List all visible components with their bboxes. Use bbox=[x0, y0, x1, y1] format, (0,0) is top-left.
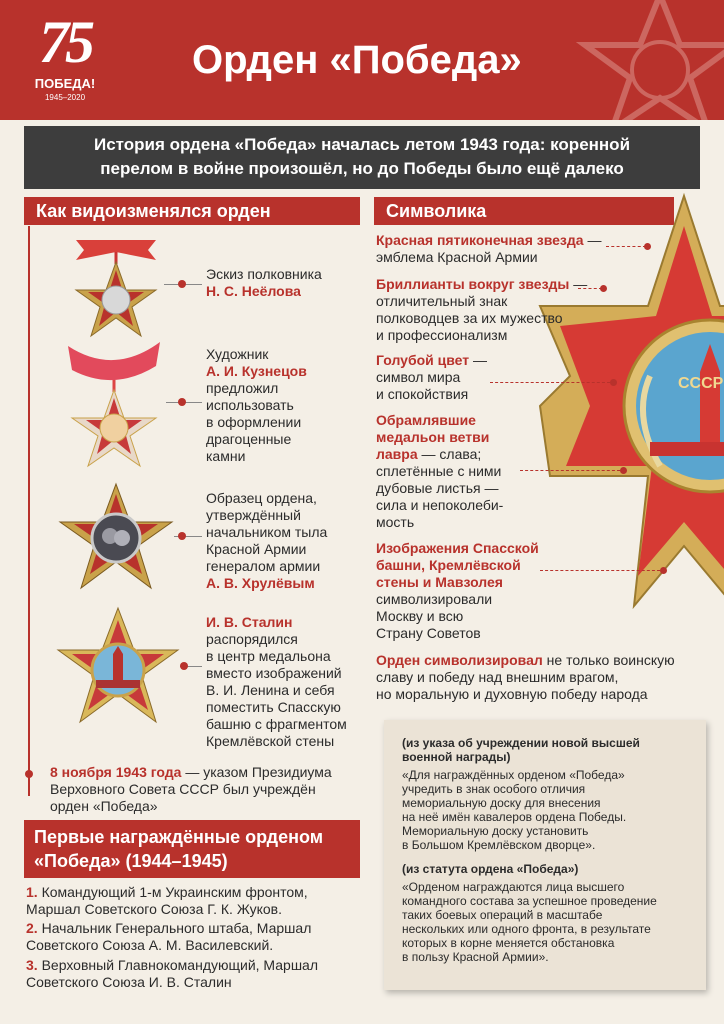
history-item-3-line: генералом армии bbox=[206, 558, 321, 574]
conclusion-line: славу и победу над внешним врагом, bbox=[376, 669, 619, 685]
decree-date-line: Верховного Совета СССР был учреждён bbox=[50, 781, 316, 797]
logo-number: 75 bbox=[39, 9, 91, 75]
decree-date-line: орден «Победа» bbox=[50, 798, 158, 814]
anniversary-logo bbox=[20, 9, 110, 112]
history-item-3 bbox=[206, 490, 356, 592]
history-item-2-line: использовать bbox=[206, 397, 294, 413]
symbol-item-dash: — слава; bbox=[417, 446, 482, 462]
statute-line: «Орденом награждаются лица высшего bbox=[402, 880, 625, 894]
symbol-item-laurel-title: Обрамлявшие bbox=[376, 412, 476, 428]
history-heading: Как видоизменялся орден bbox=[24, 197, 360, 225]
awardee-number: 1. bbox=[26, 884, 38, 900]
history-item-4 bbox=[206, 614, 366, 750]
statute-line: в пользу Красной Армии». bbox=[402, 950, 549, 964]
decree-excerpt bbox=[402, 736, 692, 852]
history-item-1-name: Н. С. Неёлова bbox=[206, 283, 301, 299]
timeline-dot bbox=[178, 280, 186, 288]
pointer-dot bbox=[610, 379, 617, 386]
medal-kuznetsov-icon bbox=[62, 336, 166, 470]
history-item-3-line: Красной Армии bbox=[206, 541, 307, 557]
history-item-4-name: И. В. Сталин bbox=[206, 614, 293, 630]
awardee-number: 2. bbox=[26, 920, 38, 936]
awardee-line: Маршал Советского Союза Г. К. Жуков. bbox=[26, 901, 283, 917]
history-item-2-text: Художник bbox=[206, 346, 269, 362]
history-item-2-name: А. И. Кузнецов bbox=[206, 363, 307, 379]
awardee-line: Командующий 1-м Украинским фронтом, bbox=[37, 884, 308, 900]
history-item-3-name: А. В. Хрулёвым bbox=[206, 575, 315, 591]
symbol-item-blue bbox=[376, 352, 576, 403]
first-awarded-heading bbox=[24, 820, 360, 878]
history-item-4-line: распорядился bbox=[206, 631, 298, 647]
history-item-4-line: поместить Спасскую bbox=[206, 699, 341, 715]
history-item-2 bbox=[206, 346, 356, 465]
decree-title: военной награды) bbox=[402, 750, 511, 764]
history-item-2-line: камни bbox=[206, 448, 246, 464]
symbol-item-diamonds-desc: полководцев за их мужество bbox=[376, 310, 563, 326]
symbol-item-blue-desc: символ мира bbox=[376, 369, 461, 385]
history-item-4-line: В. И. Ленина и себя bbox=[206, 682, 335, 698]
history-item-1-text: Эскиз полковника bbox=[206, 266, 322, 282]
awardee-line: Советского Союза А. М. Василевский. bbox=[26, 937, 274, 953]
history-item-4-line: вместо изображений bbox=[206, 665, 342, 681]
history-item-2-line: в оформлении bbox=[206, 414, 302, 430]
header-banner bbox=[0, 0, 724, 120]
medal-khrulev-icon bbox=[58, 482, 174, 592]
history-item-1 bbox=[206, 266, 356, 300]
symbol-item-diamonds bbox=[376, 276, 616, 344]
history-item-4-line: башню с фрагментом bbox=[206, 716, 347, 732]
symbol-item-kremlin-title: башни, Кремлёвской bbox=[376, 557, 521, 573]
symbol-item-kremlin-title: Изображения Спасской bbox=[376, 540, 539, 556]
symbol-item-laurel-desc: дубовые листья — bbox=[376, 480, 499, 496]
history-item-4-line: в центр медальона bbox=[206, 648, 331, 664]
symbol-item-laurel-title: медальон ветви bbox=[376, 429, 490, 445]
timeline-dot bbox=[180, 662, 188, 670]
symbol-item-diamonds-desc: отличительный знак bbox=[376, 293, 508, 309]
awardee-line: Советского Союза И. В. Сталин bbox=[26, 974, 232, 990]
intro-line-1: История ордена «Победа» началась летом 1943 года: коренной bbox=[93, 135, 631, 154]
history-item-3-line: Образец ордена, bbox=[206, 490, 317, 506]
pointer-line bbox=[520, 470, 620, 471]
timeline-dot bbox=[25, 770, 33, 778]
statute-line: нескольких или одного фронта, в результате bbox=[402, 922, 651, 936]
conclusion-bold: Орден символизировал bbox=[376, 652, 543, 668]
medal-sketch-1-icon bbox=[68, 232, 164, 344]
symbol-item-kremlin-title: стены и Мавзолея bbox=[376, 574, 503, 590]
history-item-4-line: Кремлёвской стены bbox=[206, 733, 335, 749]
pointer-line bbox=[490, 382, 610, 383]
timeline-line bbox=[28, 226, 30, 796]
symbolism-conclusion bbox=[376, 652, 716, 703]
intro-line-2: перелом в войне произошёл, но до Победы было ещё далеко bbox=[100, 159, 624, 178]
first-awarded-heading-1: Первые награждённые орденом bbox=[34, 827, 324, 847]
symbolism-heading: Символика bbox=[374, 197, 674, 225]
awardee-item bbox=[26, 884, 366, 918]
timeline-dot bbox=[178, 532, 186, 540]
ussr-text: СССР bbox=[678, 375, 724, 392]
decree-date-note bbox=[50, 764, 370, 815]
awardee-line: Начальник Генерального штаба, Маршал bbox=[37, 920, 312, 936]
awardee-number: 3. bbox=[26, 957, 38, 973]
symbol-item-star-title: Красная пятиконечная звезда bbox=[376, 232, 584, 248]
symbol-item-kremlin-desc: Москву и всю bbox=[376, 608, 464, 624]
pointer-dot bbox=[620, 467, 627, 474]
timeline-dot bbox=[178, 398, 186, 406]
symbol-item-kremlin-desc: Страну Советов bbox=[376, 625, 481, 641]
first-awarded-heading-2: «Победа» (1944–1945) bbox=[34, 851, 228, 871]
decree-date-text: — указом Президиума bbox=[181, 764, 332, 780]
pointer-dot bbox=[660, 567, 667, 574]
statute-line: командного состава за успешное проведение bbox=[402, 894, 657, 908]
symbol-item-kremlin-desc: символизировали bbox=[376, 591, 493, 607]
symbol-item-laurel-title: лавра bbox=[376, 446, 418, 462]
history-item-2-line: драгоценные bbox=[206, 431, 292, 447]
logo-word: ПОБЕДА! bbox=[34, 76, 96, 91]
page-title: Орден «Победа» bbox=[192, 38, 522, 82]
star-watermark-icon bbox=[560, 0, 724, 120]
pointer-line bbox=[578, 288, 602, 289]
symbol-item-laurel bbox=[376, 412, 546, 531]
statute-excerpt bbox=[402, 862, 692, 964]
symbol-item-star-desc: эмблема Красной Армии bbox=[376, 249, 538, 265]
symbol-item-laurel-desc: сила и непоколеби- bbox=[376, 497, 504, 513]
history-item-3-line: начальником тыла bbox=[206, 524, 328, 540]
conclusion-line: не только воинскую bbox=[542, 652, 675, 668]
symbol-item-diamonds-title: Бриллианты вокруг звезды bbox=[376, 276, 570, 292]
pointer-line bbox=[540, 570, 660, 571]
logo-years: 1945–2020 bbox=[44, 93, 86, 102]
symbol-item-diamonds-desc: и профессионализм bbox=[376, 327, 508, 343]
pointer-line bbox=[606, 246, 646, 247]
symbol-item-kremlin bbox=[376, 540, 566, 642]
decree-line: мемориальную доску для внесения bbox=[402, 796, 601, 810]
symbol-item-dash: — bbox=[583, 232, 602, 248]
decree-line: учредить в знак особого отличия bbox=[402, 782, 586, 796]
decree-line: «Для награждённых орденом «Победа» bbox=[402, 768, 625, 782]
decree-line: в Большом Кремлёвском дворце». bbox=[402, 838, 596, 852]
pointer-dot bbox=[600, 285, 607, 292]
symbol-item-blue-title: Голубой цвет bbox=[376, 352, 470, 368]
symbol-item-laurel-desc: мость bbox=[376, 514, 415, 530]
pointer-dot bbox=[644, 243, 651, 250]
history-item-2-line: предложил bbox=[206, 380, 279, 396]
decree-line: на неё имён кавалеров ордена Победы. bbox=[402, 810, 627, 824]
statute-title: (из статута ордена «Победа») bbox=[402, 862, 579, 876]
awardee-item bbox=[26, 920, 366, 954]
symbol-item-dash: — bbox=[469, 352, 488, 368]
awardee-line: Верховный Главнокомандующий, Маршал bbox=[37, 957, 319, 973]
symbol-item-dash: — bbox=[569, 276, 588, 292]
decree-title: (из указа об учреждении новой высшей bbox=[402, 736, 640, 750]
awardee-item bbox=[26, 957, 366, 991]
symbol-item-blue-desc: и спокойствия bbox=[376, 386, 469, 402]
history-item-3-line: утверждённый bbox=[206, 507, 301, 523]
medal-final-icon bbox=[56, 606, 180, 736]
decree-date: 8 ноября 1943 года bbox=[50, 764, 182, 780]
conclusion-line: но моральную и духовную победу народа bbox=[376, 686, 648, 702]
symbol-item-star bbox=[376, 232, 636, 266]
symbol-item-laurel-desc: сплетённые с ними bbox=[376, 463, 502, 479]
statute-line: которых в корне меняется обстановка bbox=[402, 936, 615, 950]
decree-line: Мемориальную доску установить bbox=[402, 824, 589, 838]
statute-line: таких боевых операций в масштабе bbox=[402, 908, 603, 922]
